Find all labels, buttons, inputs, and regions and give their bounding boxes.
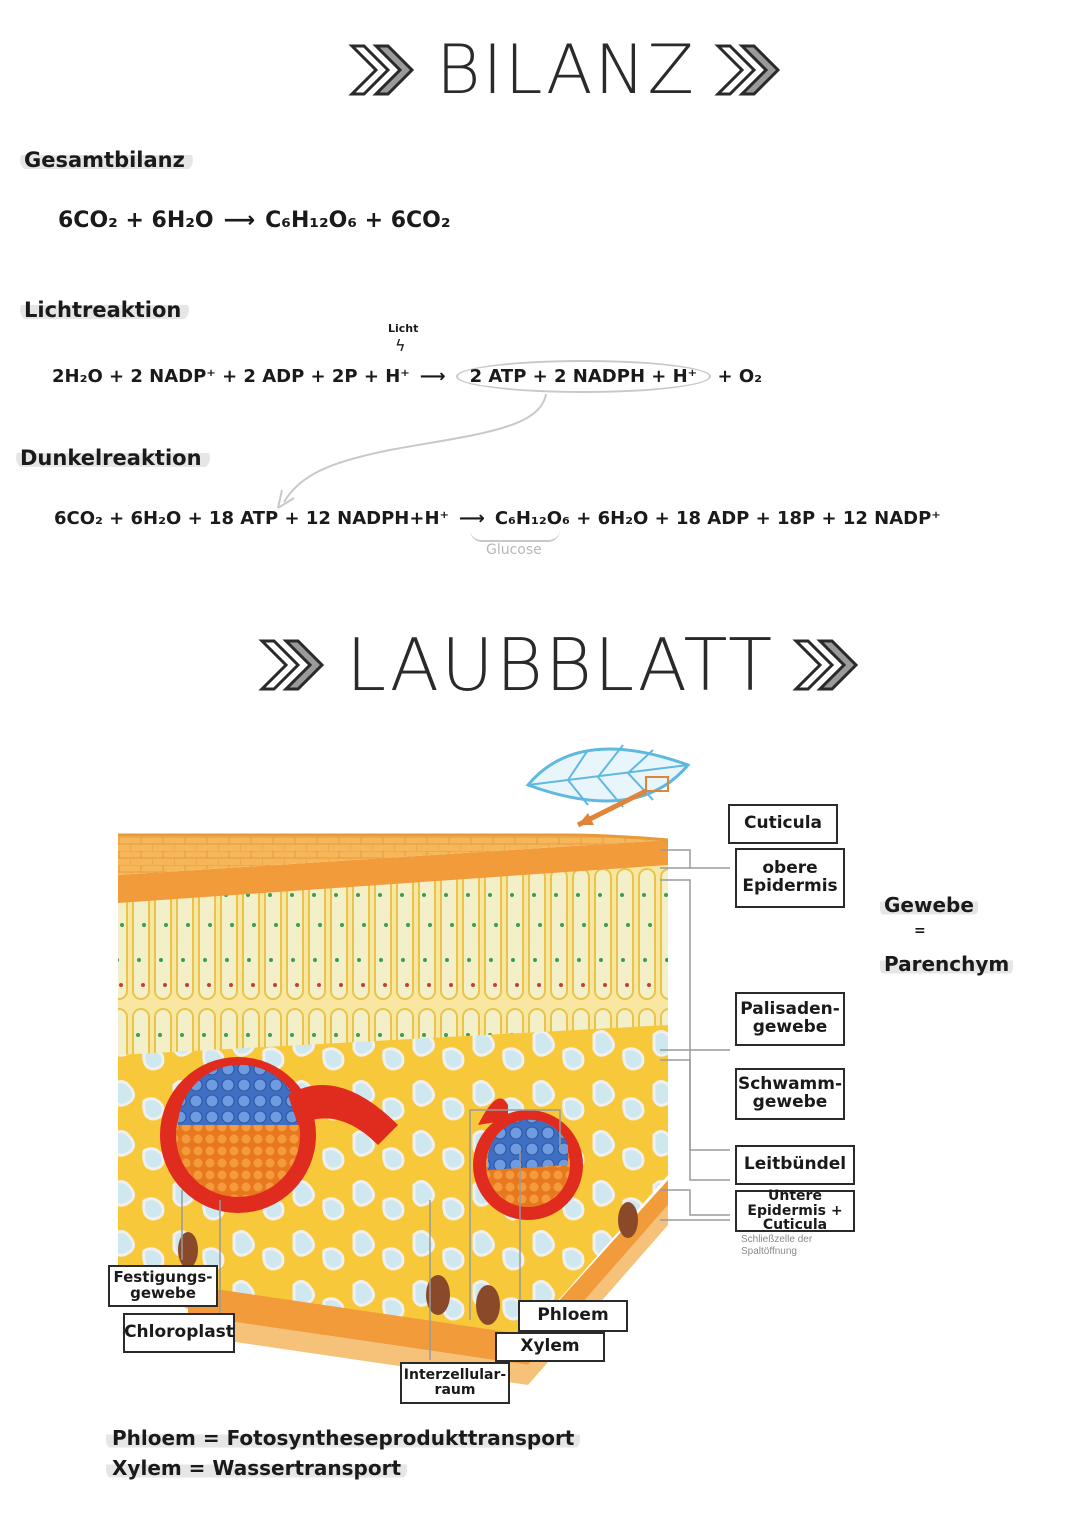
label-xylem-text: Xylem [520, 1336, 580, 1357]
lichtreaktion-reactants: 2H₂O + 2 NADP⁺ + 2 ADP + 2P + H⁺ [52, 366, 410, 387]
gesamtbilanz-equation [58, 208, 451, 233]
glucose-formula: C₆H₁₂O₆ [494, 508, 570, 529]
label-phloem [518, 1300, 628, 1332]
label-chloroplast-text: Chloroplast [124, 1322, 234, 1343]
dunkelreaktion-reactants: 6CO₂ + 6H₂O + 18 ATP + 12 NADPH+H⁺ [54, 508, 450, 529]
label-schwammgewebe [735, 1068, 845, 1120]
dunkelreaktion-label: Dunkelreaktion [16, 446, 210, 470]
label-palisadengewebe [735, 992, 845, 1046]
double-chevron-icon [714, 42, 784, 98]
label-untere-epidermis [735, 1187, 855, 1234]
label-phloem-text: Phloem [537, 1305, 609, 1326]
lichtreaktion-equation [52, 360, 762, 393]
lightning-icon: ϟ [395, 336, 406, 355]
bilanz-title [330, 30, 802, 110]
side-gewebe [880, 893, 978, 917]
label-palisadengewebe-text: Palisaden-gewebe [740, 999, 840, 1037]
side-parenchym-text: Parenchym [880, 952, 1013, 976]
label-obere-epidermis [735, 848, 845, 908]
label-leitbuendel [735, 1145, 855, 1185]
reaction-arrow-icon: ⟶ [419, 366, 446, 387]
reaction-arrow-icon: ⟶ [459, 508, 485, 529]
label-obere-epidermis-text: obere Epidermis [742, 858, 838, 896]
lichtreaktion-circled-products [456, 360, 712, 393]
double-chevron-icon [348, 42, 418, 98]
gesamtbilanz-label: Gesamtbilanz [20, 148, 193, 172]
label-interzellularraum-text: Interzellular-raum [403, 1367, 507, 1398]
dunkelreaktion-equation [54, 508, 941, 529]
side-parenchym [880, 952, 1013, 976]
laubblatt-title [240, 625, 880, 705]
label-festigungsgewebe [108, 1265, 218, 1307]
lichtreaktion-oxygen: + O₂ [717, 366, 763, 387]
lichtreaktion-label: Lichtreaktion [20, 298, 189, 322]
note-phloem: Phloem = Fotosyntheseprodukttransport [106, 1426, 580, 1450]
label-interzellularraum [400, 1362, 510, 1404]
label-cuticula-text: Cuticula [743, 813, 822, 834]
leaf-icon [518, 725, 698, 835]
label-leitbuendel-text: Leitbündel [743, 1154, 847, 1175]
label-cuticula [728, 804, 838, 844]
gesamtbilanz-products: C₆H₁₂O₆ + 6CO₂ [265, 208, 451, 233]
double-chevron-icon [792, 637, 862, 693]
side-equals: = [914, 923, 926, 939]
dunkelreaktion-products: + 6H₂O + 18 ADP + 18P + 12 NADP⁺ [576, 508, 941, 529]
label-schwammgewebe-text: Schwamm-gewebe [737, 1074, 843, 1112]
label-chloroplast [123, 1313, 235, 1353]
side-gewebe-text: Gewebe [880, 893, 978, 917]
double-chevron-icon [258, 637, 328, 693]
label-festigungsgewebe-text: Festigungs-gewebe [113, 1268, 213, 1302]
label-untere-epidermis-text: Untere Epidermis + Cuticula [747, 1187, 843, 1234]
licht-arrow-label: Licht [388, 322, 419, 335]
glucose-label: Glucose [486, 542, 542, 558]
gesamtbilanz-reactants: 6CO₂ + 6H₂O [58, 208, 214, 233]
glucose-brace-icon [470, 530, 560, 542]
connection-arrow-icon [270, 390, 560, 515]
laubblatt-title-text: LAUBBLATT [346, 623, 775, 707]
reaction-arrow-icon: ⟶ [223, 208, 256, 233]
note-xylem: Xylem = Wassertransport [106, 1456, 407, 1480]
bilanz-title-text: BILANZ [436, 30, 696, 110]
lichtreaktion-products: 2 ATP + 2 NADPH + H⁺ [469, 366, 698, 387]
label-schliesszelle: Schließzelle der Spaltöffnung [741, 1234, 813, 1257]
label-xylem [495, 1332, 605, 1362]
